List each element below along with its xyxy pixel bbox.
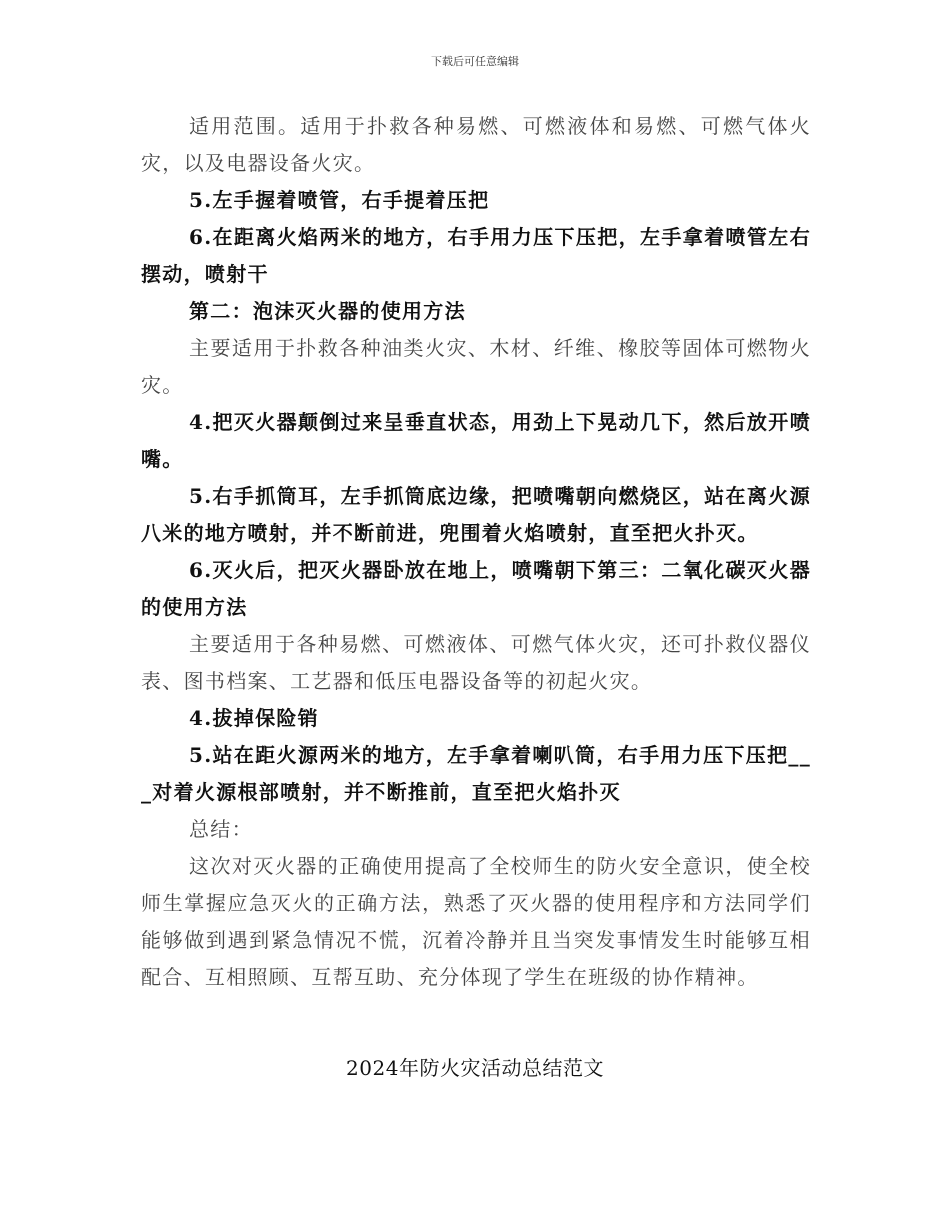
section-heading-foam: 第二：泡沫灭火器的使用方法	[189, 299, 466, 323]
paragraph-scope-dry-powder: 适用范围。适用于扑救各种易燃、可燃液体和易燃、可燃气体火灾，以及电器设备火灾。	[141, 114, 811, 175]
document-title: 2024年防火灾活动总结范文	[346, 1056, 604, 1080]
document-body	[141, 108, 811, 996]
paragraph-foam-step-5: 5.右手抓筒耳，左手抓筒底边缘，把喷嘴朝向燃烧区，站在离火源八米的地方喷射，并不断前进，兜围着火焰喷射，直至把火扑灭。	[141, 484, 811, 545]
paragraph-scope-co2: 主要适用于各种易燃、可燃液体、可燃气体火灾，还可扑救仪器仪表、图书档案、工艺器和低压电器设备等的初起火灾。	[141, 632, 811, 693]
paragraph-scope-foam: 主要适用于扑救各种油类火灾、木材、纤维、橡胶等固体可燃物火灾。	[141, 336, 811, 397]
paragraph-step-5-hold-nozzle: 5.左手握着喷管，右手提着压把	[189, 188, 490, 212]
page-header: 下载后可任意编辑	[431, 55, 519, 68]
paragraph-foam-step-6: 6.灭火后，把灭火器卧放在地上，喷嘴朝下第三：二氧化碳灭火器的使用方法	[141, 558, 811, 619]
paragraph-co2-step-4: 4.拔掉保险销	[189, 706, 319, 730]
paragraph-step-6-spray: 6.在距离火焰两米的地方，右手用力压下压把，左手拿着喷管左右摆动，喷射干	[141, 225, 811, 286]
summary-label: 总结：	[189, 817, 253, 841]
paragraph-summary: 这次对灭火器的正确使用提高了全校师生的防火安全意识，使全校师生掌握应急灭火的正确方法，熟悉了灭火器的使用程序和方法同学们能够做到遇到紧急情况不慌，沉着冷静并且当突发事情发生时能够互相配合、互相照顾、互帮互助、充分体现了学生在班级的协作精神。	[141, 854, 811, 989]
paragraph-foam-step-4: 4.把灭火器颠倒过来呈垂直状态，用劲上下晃动几下，然后放开喷嘴。	[141, 410, 811, 471]
paragraph-co2-step-5: 5.站在距火源两米的地方，左手拿着喇叭筒，右手用力压下压把___对着火源根部喷射，并不断推前，直至把火焰扑灭	[141, 743, 811, 804]
